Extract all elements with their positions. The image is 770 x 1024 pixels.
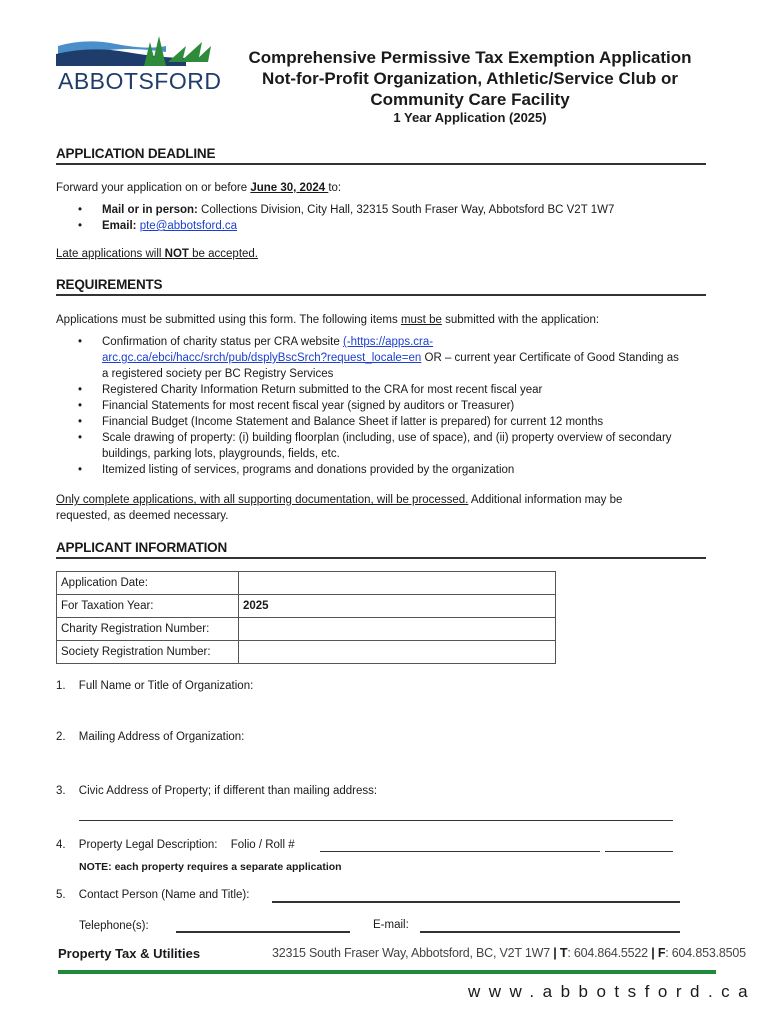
item-text: a registered society per BC Registry Services	[102, 368, 334, 380]
separator: |	[651, 946, 655, 960]
item-text: OR – current year Certificate of Good Standing as	[421, 352, 679, 364]
list-item	[78, 430, 708, 462]
contact-person-label: Contact Person (Name and Title):	[78, 889, 250, 901]
charity-number-field[interactable]	[239, 618, 556, 641]
deadline-date: June 30, 2024	[250, 182, 329, 194]
late-text: Late applications will	[56, 248, 165, 260]
deadline-intro	[56, 180, 341, 196]
telephone-label: Telephone(s):	[79, 920, 149, 932]
email-field[interactable]	[420, 931, 680, 933]
question-number: 1.	[56, 680, 66, 692]
folio-roll-field-extra[interactable]	[605, 851, 673, 852]
table-row	[57, 641, 556, 664]
question-number: 4.	[56, 839, 66, 851]
closing-text: Additional information may be	[468, 494, 623, 506]
deadline-bullets	[78, 202, 708, 234]
email-field-label: E-mail:	[373, 919, 409, 931]
taxation-year-field[interactable]: 2025	[239, 595, 556, 618]
list-item	[78, 218, 708, 234]
list-item	[78, 202, 708, 218]
question-number: 3.	[56, 785, 66, 797]
item-text: Confirmation of charity status per CRA website	[102, 336, 343, 348]
requirements-intro	[56, 312, 599, 328]
list-item	[78, 334, 708, 382]
charity-number-label: Charity Registration Number:	[57, 618, 239, 641]
requirements-must-be: must be	[400, 314, 442, 326]
email-link[interactable]: pte@abbotsford.ca	[139, 220, 238, 232]
item-text: buildings, parking lots, playgrounds, fields, etc.	[102, 448, 340, 460]
mail-label: Mail or in person:	[102, 204, 198, 216]
question-5	[56, 889, 249, 901]
form-title-line-1: Comprehensive Permissive Tax Exemption Application	[248, 48, 692, 67]
list-item: • Registered Charity Information Return submitted to the CRA for most recent fiscal year	[78, 382, 708, 398]
late-notice	[56, 246, 258, 262]
folio-roll-label: Folio / Roll #	[230, 839, 295, 851]
deadline-intro-end: to:	[328, 182, 342, 194]
closing-text-2: requested, as deemed necessary.	[56, 510, 229, 522]
civic-address-label: Civic Address of Property; if different than mailing address:	[78, 785, 378, 797]
separator: |	[553, 946, 557, 960]
table-row	[57, 618, 556, 641]
list-item: • Itemized listing of services, programs and donations provided by the organization	[78, 462, 708, 478]
society-number-field[interactable]	[239, 641, 556, 664]
abbotsford-logo	[56, 32, 222, 94]
applicant-heading: APPLICANT INFORMATION	[56, 540, 706, 559]
footer-fax: : 604.853.8505	[665, 946, 746, 960]
organization-name-label: Full Name or Title of Organization:	[78, 680, 254, 692]
contact-person-field[interactable]	[272, 901, 680, 903]
question-3	[56, 785, 377, 797]
mail-address: Collections Division, City Hall, 32315 South Fraser Way, Abbotsford BC V2T 1W7	[197, 204, 615, 216]
form-title-line-3: Community Care Facility	[370, 90, 570, 109]
requirements-intro-end: submitted with the application:	[441, 314, 600, 326]
item-text: Scale drawing of property: (i) building floorplan (including, use of space), and (ii) property overview of secondary	[102, 432, 672, 444]
deadline-intro-text: Forward your application on or before	[56, 182, 251, 194]
application-date-field[interactable]	[239, 572, 556, 595]
deadline-heading: APPLICATION DEADLINE	[56, 146, 706, 165]
question-4	[56, 839, 295, 851]
footer-address: 32315 South Fraser Way, Abbotsford, BC, V2T 1W7	[272, 946, 554, 960]
department-name: Property Tax & Utilities	[58, 946, 201, 961]
list-item: • Financial Budget (Income Statement and Balance Sheet if latter is prepared) for current 12 months	[78, 414, 708, 430]
taxation-year-label: For Taxation Year:	[57, 595, 239, 618]
application-date-label: Application Date:	[57, 572, 239, 595]
footer-divider	[58, 970, 716, 974]
question-number: 2.	[56, 731, 66, 743]
requirements-list	[78, 334, 708, 478]
logo-wordmark: ABBOTSFORD	[58, 68, 222, 94]
applicant-table	[56, 571, 556, 664]
late-not: NOT	[164, 248, 189, 260]
closing-underlined: Only complete applications, with all supporting documentation, will be processed.	[56, 494, 469, 506]
requirements-intro-text: Applications must be submitted using this form. The following items	[56, 314, 401, 326]
requirements-heading: REQUIREMENTS	[56, 277, 706, 296]
telephone-field[interactable]	[176, 931, 350, 933]
question-number: 5.	[56, 889, 66, 901]
footer-phone: : 604.864.5522	[567, 946, 652, 960]
email-label: Email:	[102, 220, 137, 232]
logo-mountains-icon	[56, 32, 211, 72]
phone-label: T	[559, 946, 568, 960]
late-text-end: be accepted.	[188, 248, 259, 260]
footer-contact	[272, 946, 746, 960]
website-url[interactable]: www.abbotsford.ca	[468, 982, 757, 1001]
form-subtitle: 1 Year Application (2025)	[393, 110, 547, 125]
question-2	[56, 731, 244, 743]
list-item: • Financial Statements for most recent fiscal year (signed by auditors or Treasurer)	[78, 398, 708, 414]
mailing-address-label: Mailing Address of Organization:	[78, 731, 245, 743]
question-1	[56, 680, 253, 692]
cra-link-continued[interactable]: arc.gc.ca/ebci/hacc/srch/pub/dsplyBscSrch?request_locale=en	[102, 352, 422, 364]
society-number-label: Society Registration Number:	[57, 641, 239, 664]
table-row	[57, 572, 556, 595]
form-title-line-2: Not-for-Profit Organization, Athletic/Service Club or	[262, 69, 678, 88]
mailing-address-field[interactable]	[270, 729, 670, 747]
legal-description-label: Property Legal Description:	[78, 839, 218, 851]
separate-application-note: NOTE: each property requires a separate application	[79, 861, 342, 873]
cra-link[interactable]: (-https://apps.cra-	[342, 336, 434, 348]
fax-label: F	[657, 946, 666, 960]
table-row	[57, 595, 556, 618]
requirements-closing	[56, 492, 716, 524]
folio-roll-field[interactable]	[320, 851, 600, 852]
organization-name-field[interactable]	[270, 678, 670, 696]
civic-address-field[interactable]	[79, 820, 673, 821]
